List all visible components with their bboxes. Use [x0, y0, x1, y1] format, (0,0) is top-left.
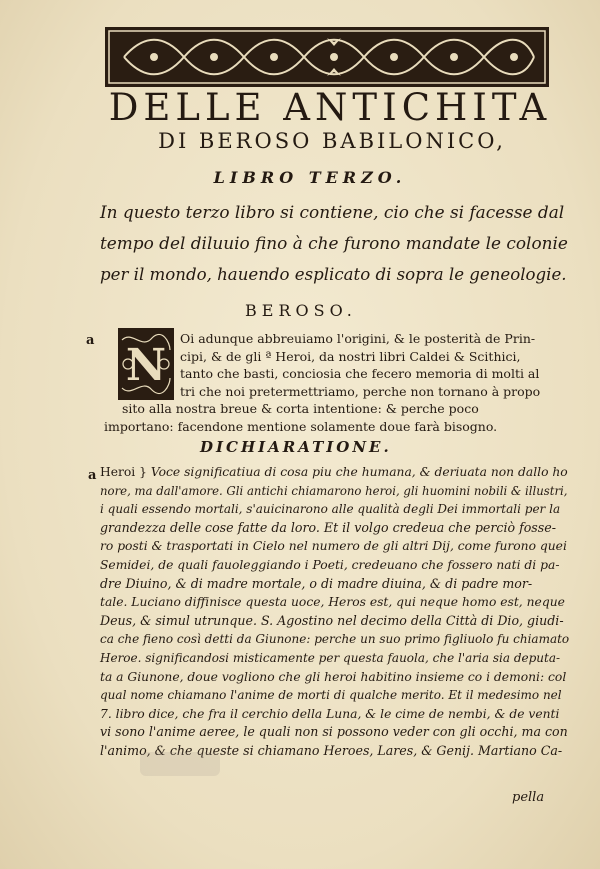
text-line: sito alla nostra breue & corta intentione: & perche poco	[122, 401, 479, 417]
text-line: importano: facendone mentione solamente doue farà bisogno.	[104, 418, 498, 434]
page-title: DELLE ANTICHITA	[108, 86, 552, 129]
comment-line: 7. libro dice, che fra il cerchio della Luna, & le cime de nembi, & de venti	[100, 706, 560, 721]
comment-line-text: Voce significatiua di cosa piu che humana, & deriuata non dallo ho	[150, 465, 568, 479]
comment-line: ca che fieno così detti da Giunone: perche un suo primo figliuolo fu chiamato	[100, 632, 570, 647]
comment-line: Deus, & simul utrunque. S. Agostino nel decimo della Città di Dio, giudi-	[100, 612, 564, 628]
intro-line: tempo del diluuio fino à che furono mandate le colonie	[100, 233, 568, 253]
text-line: cipi, & de gli ª Heroi, da nostri libri Caldei & Scithici,	[180, 348, 521, 364]
book-heading: LIBRO TERZO.	[213, 168, 407, 187]
comment-line: ta a Giunone, doue vogliono che gli heroi habitino insieme co i demoni: col	[100, 669, 567, 684]
catchword: pella	[512, 790, 545, 805]
margin-note-marker: a	[86, 333, 95, 348]
comment-line: nore, ma dall'amore. Gli antichi chiamarono heroi, gli huomini nobili & illustri,	[100, 483, 568, 498]
main-text	[100, 330, 570, 436]
comment-line: Semidei, de quali fauoleggiando i Poeti, credeuano che fossero nati di pa-	[100, 557, 560, 572]
comment-line: i quali essendo mortali, s'auicinarono alle qualità degli Dei immortali per la	[100, 502, 561, 517]
page-subtitle: DI BEROSO BABILONICO,	[158, 129, 506, 153]
comment-line	[100, 463, 570, 482]
headpiece-ornament-icon	[104, 26, 550, 88]
text-line: Oi adunque abbreuiamo l'origini, & le posterità de Prin-	[180, 331, 536, 346]
text-line: tri che noi pretermettriamo, perche non tornano à propo	[180, 383, 541, 399]
ink-stain	[140, 752, 220, 776]
intro-line: In questo terzo libro si contiene, cio che si facesse dal	[100, 202, 565, 222]
comment-line: grandezza delle cose fatte da loro. Et il volgo credeua che perciò fosse-	[100, 519, 556, 535]
intro-line: per il mondo, hauendo esplicato di sopra le geneologie.	[100, 265, 567, 284]
ornamental-headpiece	[104, 26, 550, 88]
comment-line: Heroe. significandosi misticamente per questa fauola, che l'aria sia deputa-	[100, 650, 561, 665]
comment-line: dre Diuino, & di madre mortale, o di madre diuina, & di padre mor-	[100, 575, 533, 591]
comment-line: vi sono l'anime aeree, le quali non si possono veder con gli occhi, ma con	[100, 724, 568, 740]
intro-summary	[100, 197, 570, 290]
comment-line: qual nome chiamano l'anime de morti di qualche merito. Et il medesimo nel	[100, 688, 562, 703]
margin-note-marker: a	[88, 468, 97, 483]
declaration-heading: DICHIARATIONE.	[200, 438, 392, 456]
comment-line: tale. Luciano diffinisce questa uoce, Heros est, qui neque homo est, neque	[100, 595, 565, 610]
lemma-label: Heroi }	[100, 465, 147, 479]
commentary-text	[100, 463, 570, 761]
author-heading: BEROSO.	[245, 301, 357, 320]
text-line: tanto che basti, conciosia che fecero memoria di molti al	[180, 366, 540, 382]
comment-line: ro posti & trasportati in Cielo nel numero de gli altri Dij, come furono quei	[100, 539, 567, 554]
dropcap-letter: N	[125, 340, 167, 391]
comment-line: l'animo, & che queste si chiamano Heroes, Lares, & Genij. Martiano Ca-	[100, 742, 563, 758]
